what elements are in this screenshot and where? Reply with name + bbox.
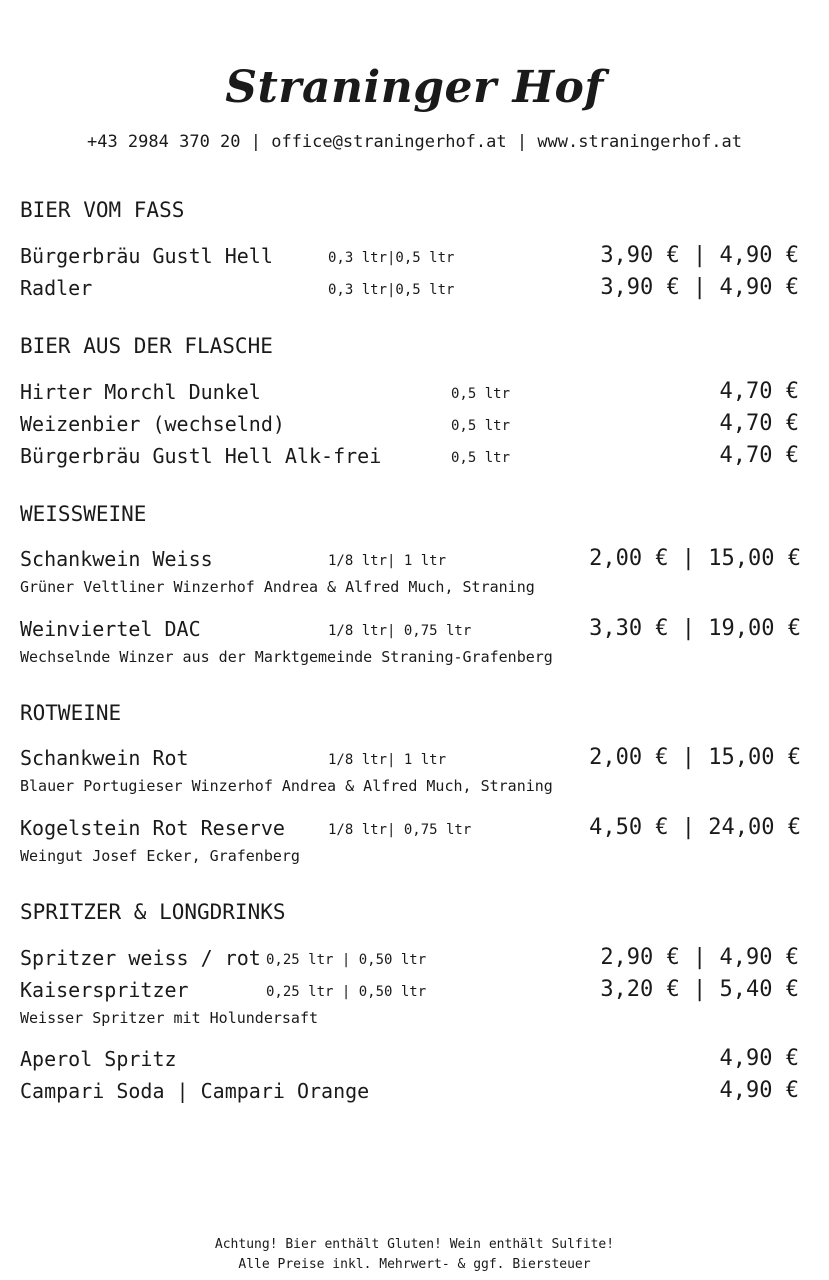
item-price: 4,50 € | 24,00 €	[589, 815, 801, 840]
item-name: Weizenbier (wechselnd)	[20, 412, 285, 436]
item-name: Weinviertel DAC	[20, 617, 201, 641]
item-price: 2,00 € | 15,00 €	[589, 745, 801, 770]
item-name: Campari Soda | Campari Orange	[20, 1079, 370, 1103]
item-volume: 0,25 ltr | 0,50 ltr	[266, 984, 427, 1000]
section-heading-rotweine: ROTWEINE	[20, 701, 122, 725]
item-name: Aperol Spritz	[20, 1047, 177, 1071]
item-volume: 1/8 ltr| 1 ltr	[328, 553, 447, 569]
item-volume: 1/8 ltr| 0,75 ltr	[328, 822, 472, 838]
item-name: Bürgerbräu Gustl Hell	[20, 244, 273, 268]
section-heading-spritzer-longdrinks: SPRITZER & LONGDRINKS	[20, 900, 286, 924]
item-price: 2,00 € | 15,00 €	[589, 546, 801, 571]
item-volume: 0,5 ltr	[451, 386, 511, 402]
item-volume: 0,25 ltr | 0,50 ltr	[266, 952, 427, 968]
item-price: 4,90 €	[719, 1046, 799, 1071]
item-volume: 0,5 ltr	[451, 418, 511, 434]
item-price: 4,70 €	[719, 379, 799, 404]
item-price: 4,70 €	[719, 411, 799, 436]
item-name: Schankwein Weiss	[20, 547, 213, 571]
item-description: Wechselnde Winzer aus der Marktgemeinde Straning-Grafenberg	[20, 648, 553, 666]
item-price: 3,30 € | 19,00 €	[589, 616, 801, 641]
item-price: 2,90 € | 4,90 €	[600, 945, 799, 970]
restaurant-title: Straninger Hof	[225, 62, 604, 113]
item-name: Hirter Morchl Dunkel	[20, 380, 261, 404]
section-heading-weissweine: WEISSWEINE	[20, 502, 147, 526]
item-name: Schankwein Rot	[20, 746, 189, 770]
price-notice: Alle Preise inkl. Mehrwert- & ggf. Biersteuer	[238, 1257, 591, 1272]
item-description: Weisser Spritzer mit Holundersaft	[20, 1009, 319, 1027]
item-description: Blauer Portugieser Winzerhof Andrea & Alfred Much, Straning	[20, 777, 553, 795]
item-name: Kogelstein Rot Reserve	[20, 816, 285, 840]
item-volume: 1/8 ltr| 0,75 ltr	[328, 623, 472, 639]
item-price: 3,90 € | 4,90 €	[600, 243, 799, 268]
item-volume: 1/8 ltr| 1 ltr	[328, 752, 447, 768]
allergen-notice: Achtung! Bier enthält Gluten! Wein enthält Sulfite!	[214, 1237, 615, 1252]
item-name: Spritzer weiss / rot	[20, 946, 261, 970]
item-description: Weingut Josef Ecker, Grafenberg	[20, 847, 300, 865]
item-name: Kaiserspritzer	[20, 978, 189, 1002]
item-price: 3,20 € | 5,40 €	[600, 977, 799, 1002]
item-price: 3,90 € | 4,90 €	[600, 275, 799, 300]
section-heading-bier-aus-der-flasche: BIER AUS DER FLASCHE	[20, 334, 273, 358]
item-volume: 0,5 ltr	[451, 450, 511, 466]
section-heading-bier-vom-fass: BIER VOM FASS	[20, 198, 185, 222]
contact-line: +43 2984 370 20 | office@straningerhof.at | www.straningerhof.at	[86, 132, 743, 152]
item-name: Bürgerbräu Gustl Hell Alk-frei	[20, 444, 382, 468]
item-price: 4,70 €	[719, 443, 799, 468]
item-name: Radler	[20, 276, 93, 300]
item-price: 4,90 €	[719, 1078, 799, 1103]
item-description: Grüner Veltliner Winzerhof Andrea & Alfred Much, Straning	[20, 578, 535, 596]
item-volume: 0,3 ltr|0,5 ltr	[328, 282, 455, 298]
item-volume: 0,3 ltr|0,5 ltr	[328, 250, 455, 266]
